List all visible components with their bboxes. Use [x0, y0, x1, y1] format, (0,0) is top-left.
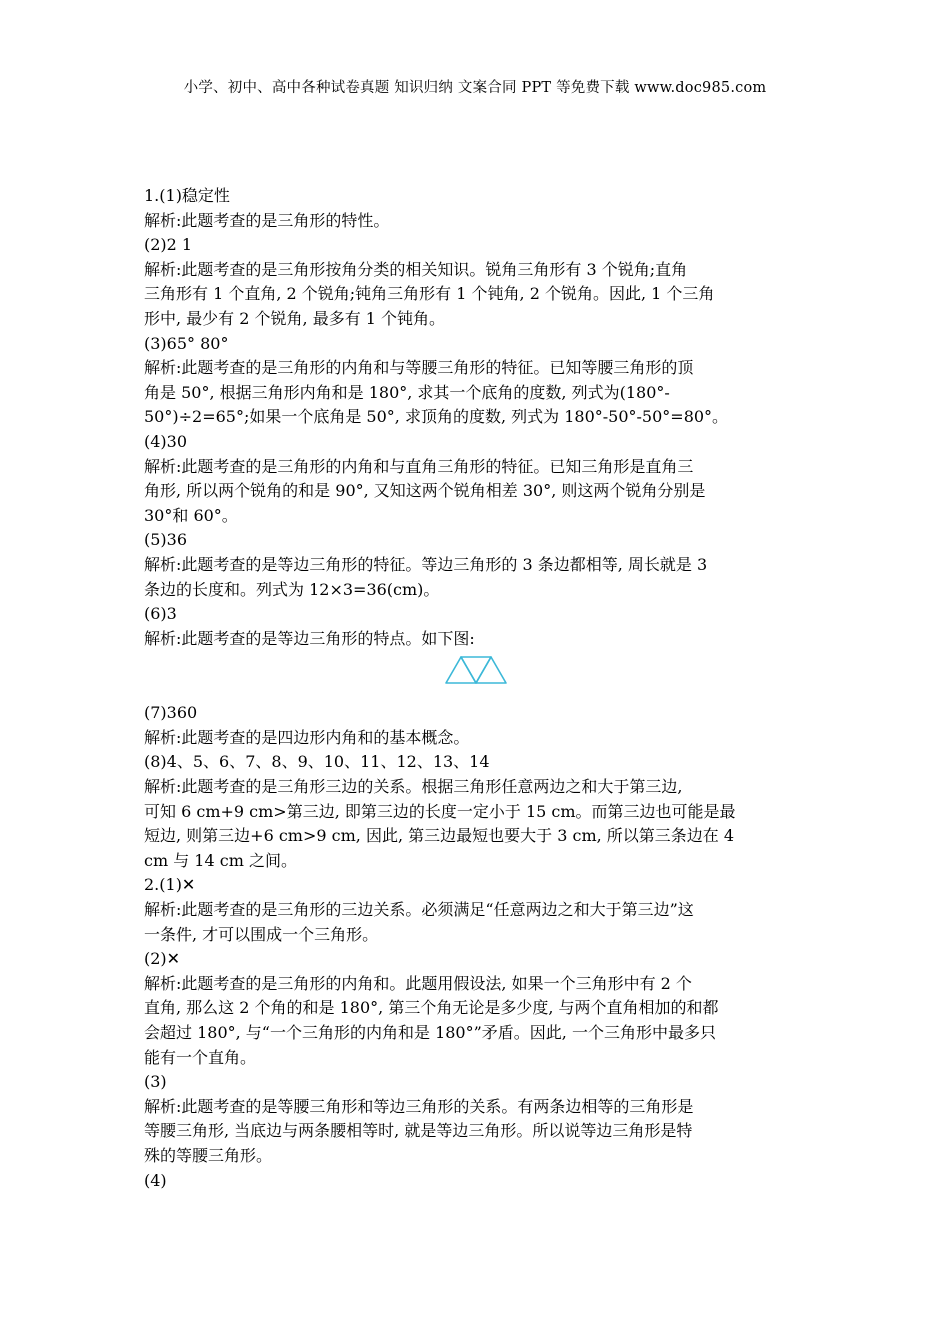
triangle-figure: [144, 651, 810, 701]
text-line: 30°和 60°。: [144, 505, 238, 525]
triangle-left: [446, 657, 476, 683]
text-line: 解析:此题考查的是等边三角形的特点。如下图:: [144, 628, 475, 648]
text-line: 2.(1)✕: [144, 875, 196, 895]
triangle-right: [476, 657, 506, 683]
triangle-middle: [461, 657, 491, 683]
text-line: (2)2 1: [144, 235, 193, 255]
text-line: 解析:此题考查的是等边三角形的特征。等边三角形的 3 条边都相等, 周长就是 3: [144, 554, 708, 574]
text-line: 解析:此题考查的是四边形内角和的基本概念。: [144, 727, 470, 747]
text-line: 殊的等腰三角形。: [144, 1145, 273, 1165]
text-line: 一条件, 才可以围成一个三角形。: [144, 924, 379, 944]
text-line: 解析:此题考查的是三角形的内角和。此题用假设法, 如果一个三角形中有 2 个: [144, 973, 692, 993]
text-line: (2)✕: [144, 949, 181, 969]
page-header: 小学、初中、高中各种试卷真题 知识归纳 文案合同 PPT 等免费下载 www.doc985.com: [183, 80, 767, 96]
text-line: 解析:此题考查的是三角形按角分类的相关知识。锐角三角形有 3 个锐角;直角: [144, 259, 688, 279]
text-line: 三角形有 1 个直角, 2 个锐角;钝角三角形有 1 个钝角, 2 个锐角。因此, 1 个三角: [144, 284, 715, 304]
text-line: 形中, 最少有 2 个锐角, 最多有 1 个钝角。: [144, 308, 446, 328]
text-line: 解析:此题考查的是等腰三角形和等边三角形的关系。有两条边相等的三角形是: [144, 1096, 694, 1116]
text-line: (3): [144, 1072, 167, 1092]
text-line: (8)4、5、6、7、8、9、10、11、12、13、14: [144, 752, 490, 772]
text-line: 条边的长度和。列式为 12×3=36(cm)。: [144, 579, 440, 599]
text-line: 50°)÷2=65°;如果一个底角是 50°, 求顶角的度数, 列式为 180°-50°-50°=80°。: [144, 407, 729, 427]
text-line: 解析:此题考查的是三角形三边的关系。根据三角形任意两边之和大于第三边,: [144, 777, 683, 797]
text-line: 解析:此题考查的是三角形的特性。: [144, 210, 390, 230]
text-line: 角是 50°, 根据三角形内角和是 180°, 求其一个底角的度数, 列式为(180°-: [144, 382, 670, 402]
text-line: 1.(1)稳定性: [144, 186, 230, 205]
text-line: 能有一个直角。: [144, 1047, 257, 1067]
text-line: 短边, 则第三边+6 cm>9 cm, 因此, 第三边最短也要大于 3 cm, 所以第三条边在 4: [144, 826, 735, 846]
text-line: cm 与 14 cm 之间。: [144, 850, 297, 870]
text-line: 可知 6 cm+9 cm>第三边, 即第三边的长度一定小于 15 cm。而第三边也可能是最: [144, 801, 736, 821]
text-line: (3)65° 80°: [144, 333, 229, 353]
text-line: 直角, 那么这 2 个角的和是 180°, 第三个角无论是多少度, 与两个直角相加的和都: [144, 998, 719, 1018]
answer-content: [144, 184, 810, 1193]
text-line: (6)3: [144, 604, 177, 624]
text-line: 角形, 所以两个锐角的和是 90°, 又知这两个锐角相差 30°, 则这两个锐角分别是: [144, 481, 706, 501]
text-line: 会超过 180°, 与“一个三角形的内角和是 180°”矛盾。因此, 一个三角形中最多只: [144, 1023, 716, 1042]
text-line: 解析:此题考查的是三角形的内角和与等腰三角形的特征。已知等腰三角形的顶: [144, 358, 694, 378]
text-line: (5)36: [144, 530, 188, 550]
text-line: 等腰三角形, 当底边与两条腰相等时, 就是等边三角形。所以说等边三角形是特: [144, 1121, 693, 1141]
three-triangles-diagram: [444, 654, 508, 686]
text-line: (4)30: [144, 431, 188, 451]
text-line: 解析:此题考查的是三角形的三边关系。必须满足“任意两边之和大于第三边”这: [144, 900, 694, 920]
text-line: (7)360: [144, 703, 198, 723]
text-line: 解析:此题考查的是三角形的内角和与直角三角形的特征。已知三角形是直角三: [144, 456, 694, 476]
text-line: (4): [144, 1170, 167, 1190]
